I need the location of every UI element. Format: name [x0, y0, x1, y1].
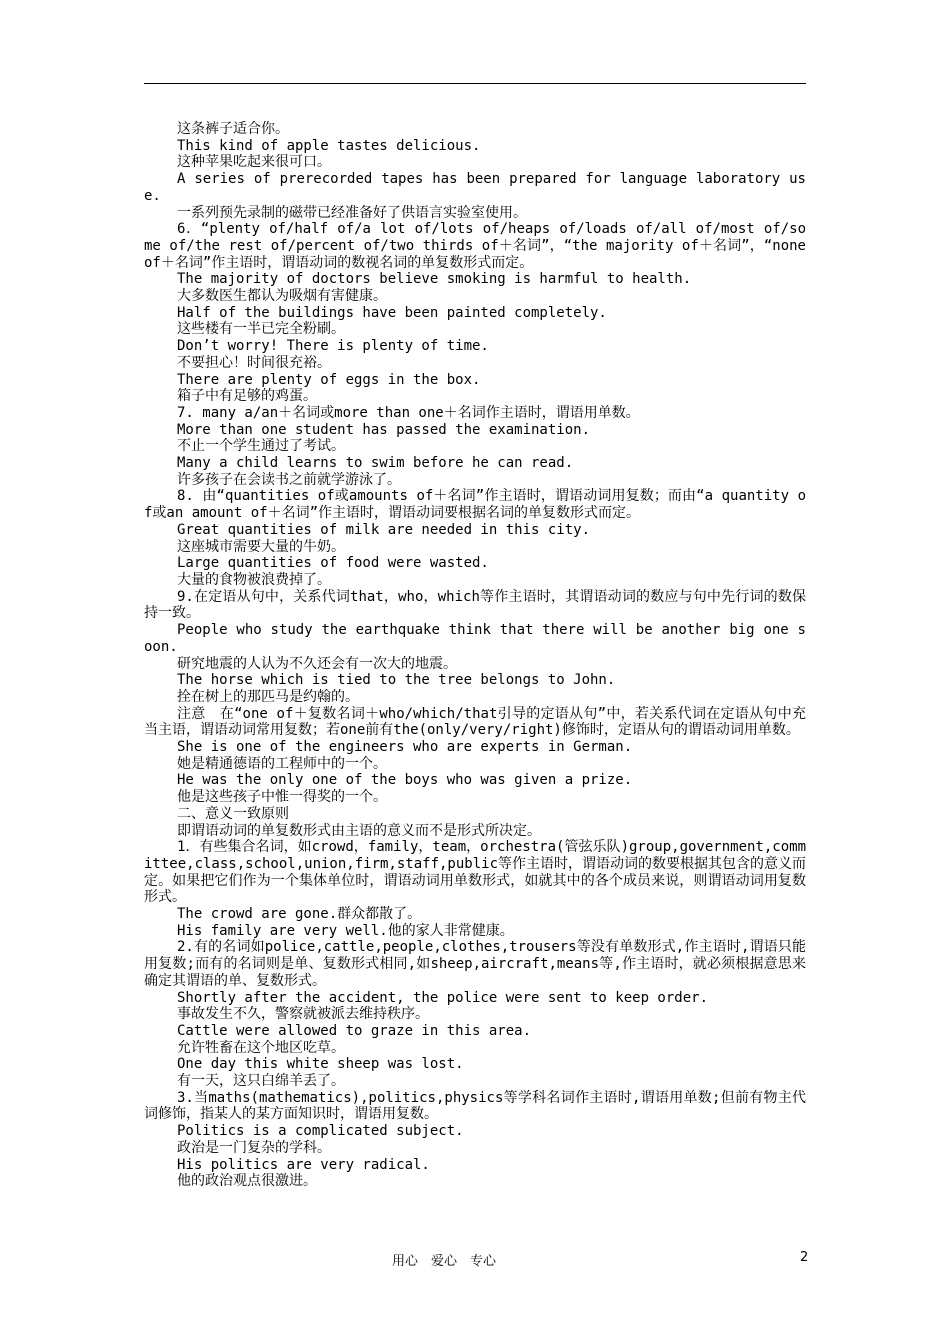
- paragraph: 二、意义一致原则: [177, 805, 289, 822]
- page-footer: [0, 1250, 950, 1268]
- paragraph: 他是这些孩子中惟一得奖的一个。: [177, 789, 387, 806]
- paragraph: 9.在定语从句中，关系代词that，who，which等作主语时，其谓语动词的数应与句中先行词的数保持一致。: [144, 588, 806, 622]
- paragraph: Cattle were allowed to graze in this area.: [177, 1022, 532, 1039]
- paragraph: 有一天，这只白绵羊丢了。: [177, 1073, 345, 1090]
- paragraph: 这种苹果吃起来很可口。: [177, 154, 331, 171]
- paragraph: 许多孩子在会读书之前就学游泳了。: [177, 471, 401, 488]
- paragraph: 大多数医生都认为吸烟有害健康。: [177, 288, 387, 305]
- paragraph: 8. 由“quantities of或amounts of＋名词”作主语时，谓语动词用复数；而由“a quantity of或an amount of＋名词”作主语时，谓语动词要根据名词的单复数形式而定。: [144, 488, 806, 522]
- page-number: 2: [800, 1250, 809, 1265]
- paragraph: There are plenty of eggs in the box.: [177, 371, 481, 388]
- document-body: [144, 121, 806, 1190]
- paragraph: 拴在树上的那匹马是约翰的。: [177, 688, 359, 705]
- paragraph: 这座城市需要大量的牛奶。: [177, 538, 345, 555]
- paragraph: Shortly after the accident, the police were sent to keep order.: [177, 989, 709, 1006]
- paragraph: 大量的食物被浪费掉了。: [177, 571, 331, 588]
- paragraph: The crowd are gone.群众都散了。: [177, 906, 422, 923]
- paragraph: Great quantities of milk are needed in this city.: [177, 521, 591, 538]
- paragraph: 一系列预先录制的磁带已经准备好了供语言实验室使用。: [177, 204, 527, 221]
- paragraph: She is one of the engineers who are experts in German.: [177, 739, 633, 756]
- paragraph: 这些楼有一半已完全粉刷。: [177, 321, 345, 338]
- footer-motto: 用心 爱心 专心: [392, 1254, 497, 1269]
- paragraph: 研究地震的人认为不久还会有一次大的地震。: [177, 655, 457, 672]
- paragraph: Many a child learns to swim before he can read.: [177, 455, 574, 472]
- paragraph: 允许牲畜在这个地区吃草。: [177, 1039, 345, 1056]
- paragraph: A series of prerecorded tapes has been prepared for language laboratory use.: [144, 171, 806, 204]
- paragraph: 政治是一门复杂的学科。: [177, 1139, 331, 1156]
- paragraph: He was the only one of the boys who was given a prize.: [177, 772, 633, 789]
- paragraph: Don’t worry! There is plenty of time.: [177, 338, 489, 355]
- paragraph: 7. many a/an＋名词或more than one＋名词作主语时，谓语用单数。: [177, 404, 640, 421]
- paragraph: 1．有些集合名词，如crowd，family，team，orchestra(管弦乐队)group,government,committee,class,school,union,firm,staff,public等作主语时，谓语动词的数要根据其包含的意义而定。如果把它们作为一个集体单位时，谓语动词用单数形式，如就其中的各个成员来说，则谓语动词用复数形式。: [144, 839, 807, 906]
- paragraph: People who study the earthquake think that there will be another big one soon.: [144, 622, 806, 655]
- paragraph: The horse which is tied to the tree belongs to John.: [177, 672, 616, 689]
- paragraph: Politics is a complicated subject.: [177, 1123, 464, 1140]
- paragraph: 事故发生不久，警察就被派去维持秩序。: [177, 1006, 429, 1023]
- paragraph: Large quantities of food were wasted.: [177, 555, 489, 572]
- paragraph: 箱子中有足够的鸡蛋。: [177, 388, 317, 405]
- paragraph: 不要担心！时间很充裕。: [177, 354, 331, 371]
- paragraph: This kind of apple tastes delicious.: [177, 137, 481, 154]
- paragraph: The majority of doctors believe smoking is harmful to health.: [177, 271, 692, 288]
- paragraph: His family are very well.他的家人非常健康。: [177, 922, 514, 939]
- paragraph: 这条裤子适合你。: [177, 121, 289, 137]
- paragraph: 她是精通德语的工程师中的一个。: [177, 755, 387, 772]
- header-rule: [144, 83, 806, 84]
- paragraph: 他的政治观点很激进。: [177, 1173, 317, 1190]
- paragraph: Half of the buildings have been painted completely.: [177, 304, 607, 321]
- paragraph: 不止一个学生通过了考试。: [177, 438, 345, 455]
- paragraph: 3.当maths(mathematics),politics,physics等学科名词作主语时,谓语用单数;但前有物主代词修饰，指某人的某方面知识时，谓语用复数。: [144, 1089, 806, 1123]
- paragraph: One day this white sheep was lost.: [177, 1056, 464, 1073]
- paragraph: 2.有的名词如police,cattle,people,clothes,trousers等没有单数形式,作主语时,谓语只能用复数;而有的名词则是单、复数形式相同,如sheep,aircraft,means等,作主语时，就必须根据意思来确定其谓语的单、复数形式。: [144, 939, 806, 989]
- paragraph: 即谓语动词的单复数形式由主语的意义而不是形式所决定。: [177, 822, 541, 839]
- paragraph: More than one student has passed the examination.: [177, 421, 591, 438]
- paragraph: 注意 在“one of＋复数名词＋who/which/that引导的定语从句”中，若关系代词在定语从句中充当主语，谓语动词常用复数；若one前有the(only/very/right)修饰时，定语从句的谓语动词用单数。: [144, 705, 806, 739]
- paragraph: 6．“plenty of/half of/a lot of/lots of/heaps of/loads of/all of/most of/some of/the rest of/percent of/two thirds of＋名词”，“the majority of＋名词”，“none of＋名词”作主语时，谓语动词的数视名词的单复数形式而定。: [144, 221, 806, 271]
- paragraph: His politics are very radical.: [177, 1156, 430, 1173]
